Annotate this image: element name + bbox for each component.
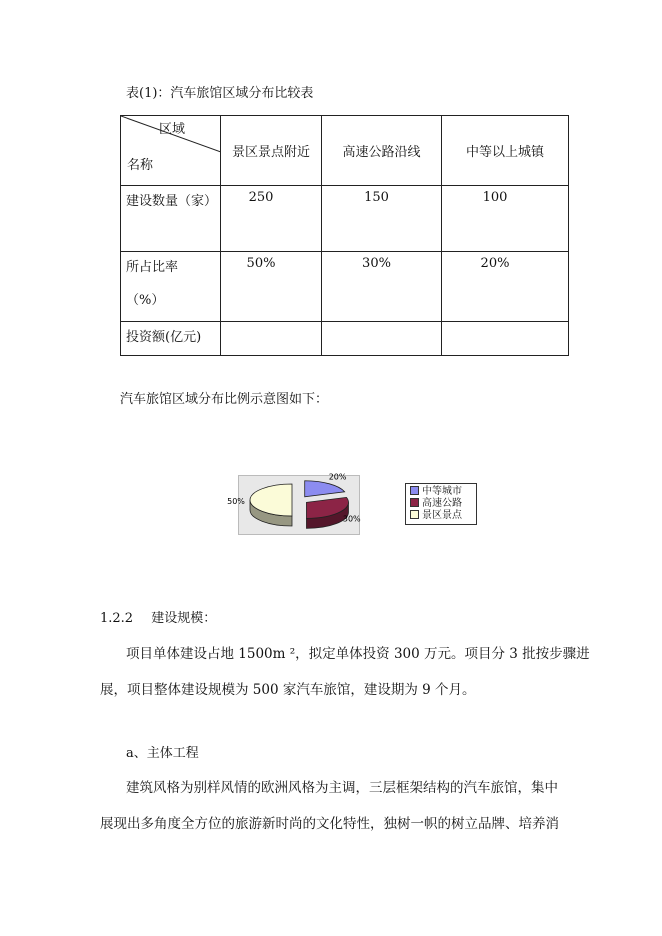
table-cell xyxy=(442,322,569,356)
table-cell xyxy=(221,322,322,356)
legend-swatch xyxy=(410,498,419,507)
table-cell: 100 xyxy=(442,186,569,252)
table-caption: 表(1)：汽车旅馆区域分布比较表 xyxy=(126,86,314,101)
table-row xyxy=(121,322,569,356)
pie-chart xyxy=(210,470,390,540)
chart-legend xyxy=(405,483,477,525)
corner-region-label: 区域 xyxy=(159,122,186,137)
paragraph-line: 展，项目整体建设规模为 500 家汽车旅馆，建设期为 9 个月。 xyxy=(100,682,476,698)
table-cell: 50% xyxy=(221,252,322,322)
table-row xyxy=(121,186,569,252)
chart-intro: 汽车旅馆区域分布比例示意图如下： xyxy=(120,392,329,407)
column-header: 景区景点附近 xyxy=(221,116,322,186)
legend-label: 景区景点 xyxy=(422,510,462,521)
distribution-table xyxy=(120,115,569,356)
table-cell: 20% xyxy=(442,252,569,322)
pie-data-label: 30% xyxy=(342,514,361,524)
section-heading xyxy=(100,607,216,626)
table-cell xyxy=(322,322,442,356)
paragraph-line: 建筑风格为别样风情的欧洲风格为主调，三层框架结构的汽车旅馆，集中 xyxy=(126,780,558,796)
row-label xyxy=(121,252,221,322)
corner-name-label: 名称 xyxy=(127,158,154,173)
pie-data-label: 20% xyxy=(328,472,347,482)
section-number: 1.2.2 xyxy=(100,611,134,626)
paragraph-line: 项目单体建设占地 1500m ²，拟定单体投资 300 万元。项目分 3 批按步骤进 xyxy=(126,646,590,662)
column-header: 高速公路沿线 xyxy=(322,116,442,186)
legend-label: 高速公路 xyxy=(422,498,462,509)
row-label-line: （%） xyxy=(126,293,165,308)
table-row xyxy=(121,252,569,322)
subheading: a、主体工程 xyxy=(126,746,199,761)
column-header: 中等以上城镇 xyxy=(442,116,569,186)
row-label: 建设数量（家） xyxy=(121,186,221,252)
table-cell: 150 xyxy=(322,186,442,252)
pie-slice xyxy=(305,481,345,497)
legend-item xyxy=(410,498,472,510)
pie-data-label: 50% xyxy=(227,497,245,506)
table-cell: 250 xyxy=(221,186,322,252)
legend-item xyxy=(410,510,472,522)
table-cell: 30% xyxy=(322,252,442,322)
row-label-line: 所占比率 xyxy=(126,260,179,275)
legend-item xyxy=(410,486,472,498)
table-header-row xyxy=(121,116,569,186)
table-corner-cell xyxy=(121,116,221,186)
legend-label: 中等城市 xyxy=(422,486,462,497)
row-label: 投资额(亿元) xyxy=(121,322,221,356)
section-title: 建设规模： xyxy=(151,611,217,626)
legend-swatch xyxy=(410,510,419,519)
paragraph-line: 展现出多角度全方位的旅游新时尚的文化特性，独树一帜的树立品牌、培养消 xyxy=(100,816,559,832)
legend-swatch xyxy=(410,486,419,495)
